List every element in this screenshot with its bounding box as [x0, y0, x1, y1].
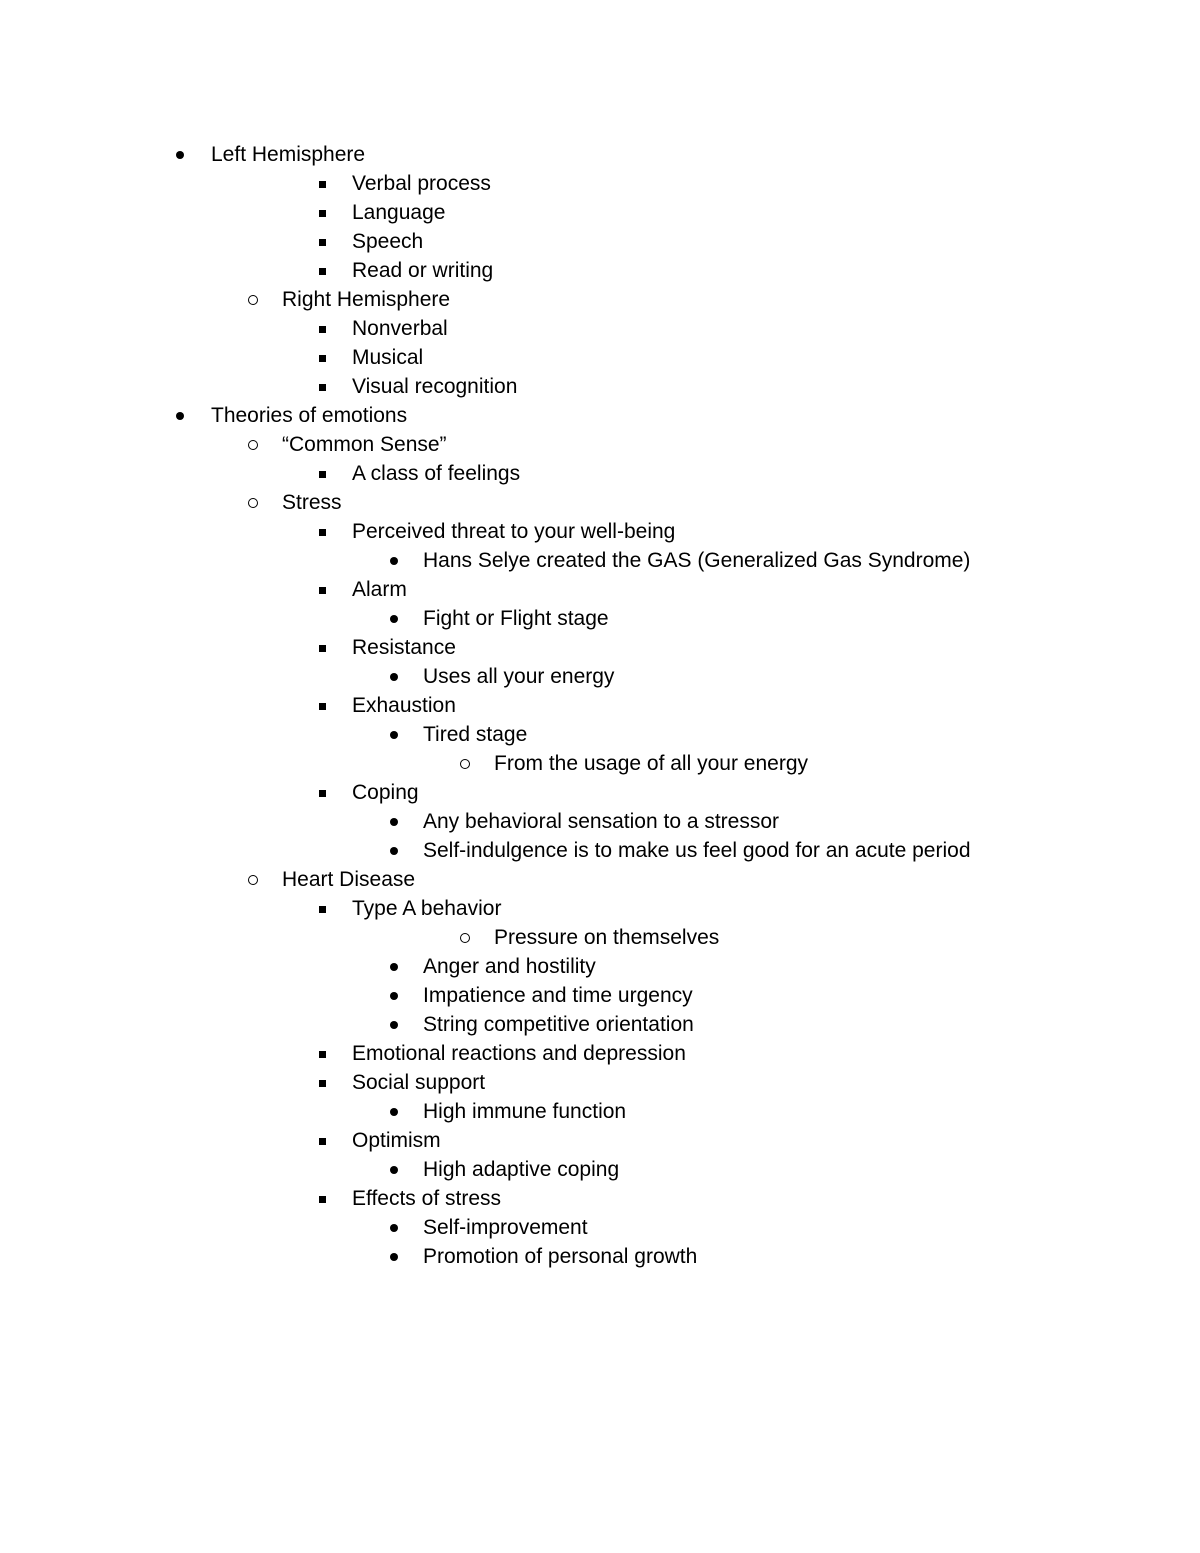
outline-item-text: Musical	[352, 346, 424, 369]
outline-item	[0, 1068, 1200, 1097]
outline-item-text: Coping	[352, 781, 419, 804]
outline-item	[0, 488, 1200, 517]
outline-item	[0, 923, 1200, 952]
bullet-square-icon	[313, 1068, 333, 1097]
outline-item-text: Impatience and time urgency	[423, 984, 693, 1007]
outline-item-text: High immune function	[423, 1100, 627, 1123]
outline-item	[0, 1097, 1200, 1126]
outline-item-text: Promotion of personal growth	[423, 1245, 698, 1268]
bullet-disc-icon	[384, 1097, 404, 1126]
outline-item-text: Alarm	[352, 578, 407, 601]
outline-item-text: A class of feelings	[352, 462, 521, 485]
bullet-disc-icon	[384, 720, 404, 749]
bulleted-outline	[0, 140, 1200, 1271]
outline-item	[0, 836, 1200, 865]
outline-item	[0, 1010, 1200, 1039]
bullet-circle-icon	[243, 488, 263, 517]
outline-item	[0, 1039, 1200, 1068]
outline-item	[0, 749, 1200, 778]
outline-item	[0, 981, 1200, 1010]
outline-item-text: Read or writing	[352, 259, 494, 282]
outline-item-text: Type A behavior	[352, 897, 502, 920]
outline-item	[0, 952, 1200, 981]
outline-item	[0, 372, 1200, 401]
outline-item	[0, 169, 1200, 198]
outline-item-text: “Common Sense”	[282, 433, 447, 456]
bullet-disc-icon	[384, 1155, 404, 1184]
outline-item-text: Uses all your energy	[423, 665, 615, 688]
outline-item-text: Hans Selye created the GAS (Generalized Gas Syndrome)	[423, 549, 971, 572]
bullet-square-icon	[313, 1039, 333, 1068]
outline-item	[0, 865, 1200, 894]
bullet-disc-icon	[384, 1213, 404, 1242]
bullet-circle-icon	[243, 430, 263, 459]
bullet-circle-icon	[455, 749, 475, 778]
bullet-disc-icon	[384, 1010, 404, 1039]
outline-item-text: Perceived threat to your well-being	[352, 520, 676, 543]
outline-item-text: Language	[352, 201, 446, 224]
outline-item-text: Speech	[352, 230, 424, 253]
bullet-disc-icon	[384, 807, 404, 836]
outline-item-text: String competitive orientation	[423, 1013, 694, 1036]
bullet-disc-icon	[384, 836, 404, 865]
bullet-disc-icon	[384, 662, 404, 691]
bullet-square-icon	[313, 517, 333, 546]
outline-item-text: Social support	[352, 1071, 486, 1094]
outline-item	[0, 285, 1200, 314]
outline-item	[0, 1126, 1200, 1155]
outline-item-text: High adaptive coping	[423, 1158, 620, 1181]
outline-item-text: From the usage of all your energy	[494, 752, 808, 775]
outline-item-text: Right Hemisphere	[282, 288, 451, 311]
outline-item-text: Fight or Flight stage	[423, 607, 609, 630]
outline-item	[0, 691, 1200, 720]
bullet-square-icon	[313, 227, 333, 256]
outline-item	[0, 227, 1200, 256]
outline-item-text: Self-indulgence is to make us feel good for an acute period	[423, 839, 971, 862]
bullet-disc-icon	[384, 981, 404, 1010]
outline-item	[0, 1184, 1200, 1213]
bullet-square-icon	[313, 198, 333, 227]
outline-item	[0, 720, 1200, 749]
outline-item	[0, 401, 1200, 430]
outline-item-text: Tired stage	[423, 723, 528, 746]
outline-item	[0, 140, 1200, 169]
bullet-square-icon	[313, 691, 333, 720]
outline-item	[0, 778, 1200, 807]
bullet-square-icon	[313, 372, 333, 401]
outline-item-text: Exhaustion	[352, 694, 456, 717]
outline-item-text: Self-improvement	[423, 1216, 588, 1239]
outline-item	[0, 662, 1200, 691]
bullet-square-icon	[313, 633, 333, 662]
bullet-square-icon	[313, 778, 333, 807]
outline-item-text: Any behavioral sensation to a stressor	[423, 810, 780, 833]
bullet-square-icon	[313, 169, 333, 198]
outline-item-text: Effects of stress	[352, 1187, 501, 1210]
outline-item-text: Anger and hostility	[423, 955, 596, 978]
bullet-square-icon	[313, 256, 333, 285]
outline-item	[0, 633, 1200, 662]
bullet-square-icon	[313, 459, 333, 488]
outline-item	[0, 430, 1200, 459]
outline-item	[0, 198, 1200, 227]
outline-item	[0, 314, 1200, 343]
bullet-disc-icon	[170, 140, 190, 169]
bullet-square-icon	[313, 575, 333, 604]
outline-item-text: Optimism	[352, 1129, 441, 1152]
outline-item	[0, 343, 1200, 372]
outline-item	[0, 546, 1200, 575]
bullet-disc-icon	[384, 1242, 404, 1271]
bullet-disc-icon	[170, 401, 190, 430]
bullet-square-icon	[313, 343, 333, 372]
bullet-circle-icon	[243, 865, 263, 894]
outline-item-text: Stress	[282, 491, 342, 514]
outline-item-text: Resistance	[352, 636, 456, 659]
bullet-square-icon	[313, 1184, 333, 1213]
outline-item-text: Nonverbal	[352, 317, 448, 340]
bullet-square-icon	[313, 314, 333, 343]
outline-item	[0, 807, 1200, 836]
outline-item	[0, 894, 1200, 923]
outline-item	[0, 1242, 1200, 1271]
outline-item-text: Pressure on themselves	[494, 926, 720, 949]
outline-item	[0, 459, 1200, 488]
bullet-circle-icon	[243, 285, 263, 314]
bullet-square-icon	[313, 1126, 333, 1155]
bullet-disc-icon	[384, 952, 404, 981]
outline-item	[0, 517, 1200, 546]
outline-item	[0, 1155, 1200, 1184]
outline-item-text: Heart Disease	[282, 868, 416, 891]
outline-item-text: Verbal process	[352, 172, 491, 195]
outline-item	[0, 1213, 1200, 1242]
bullet-disc-icon	[384, 604, 404, 633]
outline-item	[0, 604, 1200, 633]
outline-item-text: Visual recognition	[352, 375, 518, 398]
bullet-square-icon	[313, 894, 333, 923]
outline-item-text: Theories of emotions	[211, 404, 408, 427]
outline-item	[0, 256, 1200, 285]
outline-item-text: Left Hemisphere	[211, 143, 366, 166]
bullet-disc-icon	[384, 546, 404, 575]
outline-item-text: Emotional reactions and depression	[352, 1042, 686, 1065]
bullet-circle-icon	[455, 923, 475, 952]
outline-item	[0, 575, 1200, 604]
